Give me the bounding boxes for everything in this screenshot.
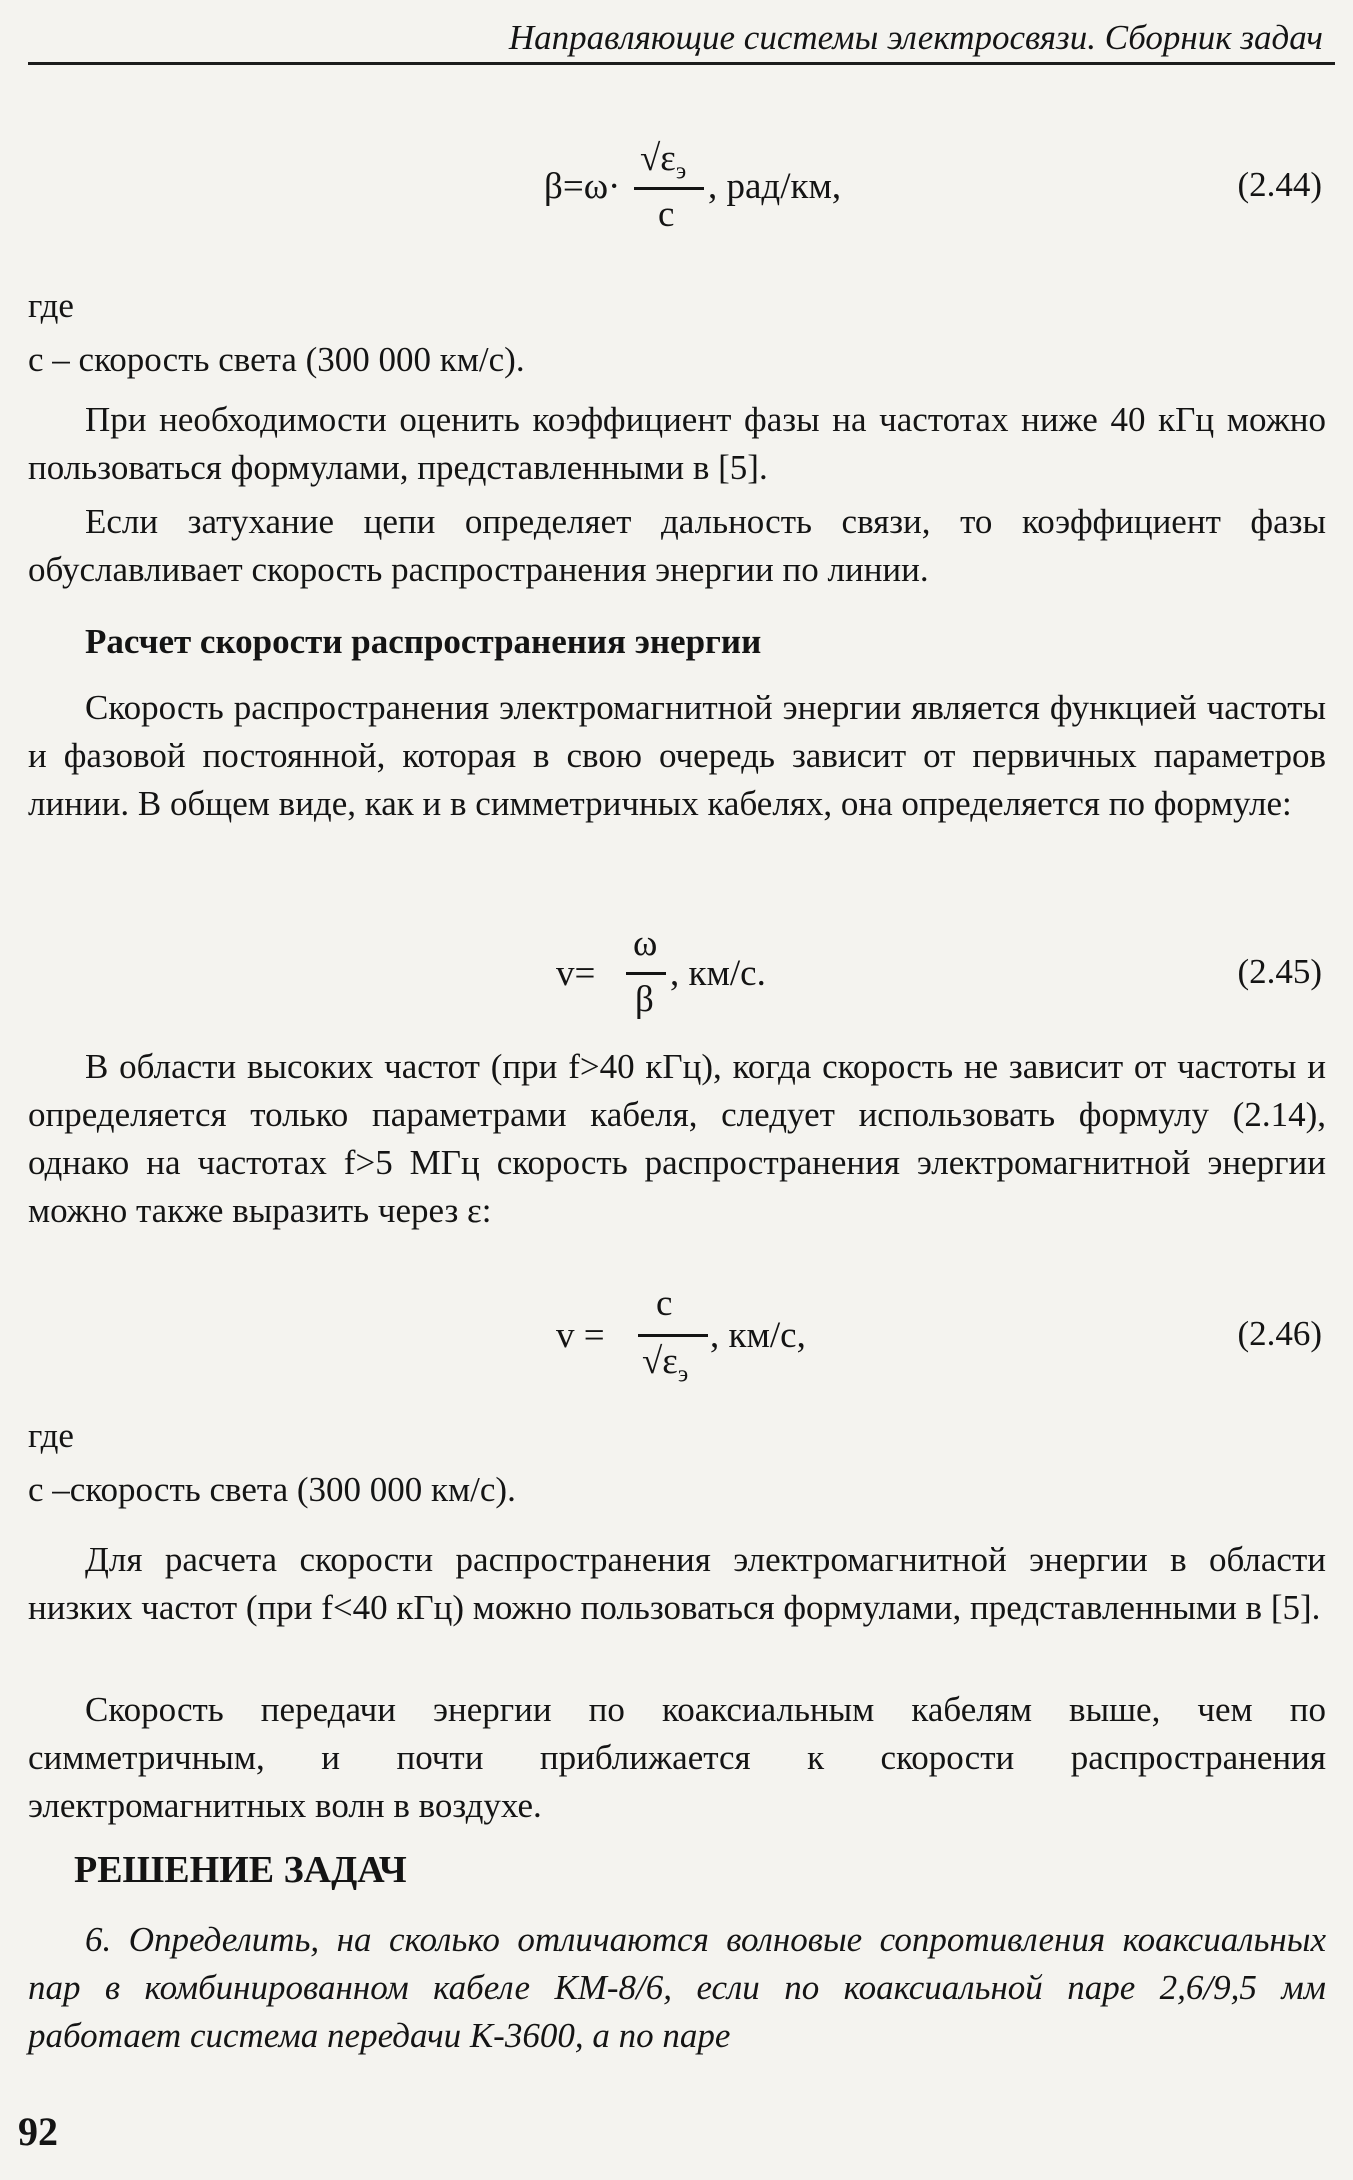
definition-c: с – скорость света (300 000 км/с).	[28, 340, 525, 379]
eq-denominator: β	[635, 979, 654, 1020]
equation-2-45	[28, 918, 1326, 1028]
eq-numerator: ω	[633, 923, 658, 964]
section-heading-solutions: РЕШЕНИЕ ЗАДАЧ	[74, 1849, 407, 1891]
paragraph: При необходимости оценить коэффициент фазы на частотах ниже 40 кГц можно пользоваться формулами, представленными в [5].	[28, 400, 1326, 487]
fraction-bar	[626, 972, 666, 976]
page-number: 92	[18, 2109, 58, 2154]
eq-lhs: v=	[556, 953, 596, 994]
eq-lhs: v =	[556, 1315, 605, 1356]
fraction-bar	[634, 187, 704, 191]
eq-unit: , рад/км,	[708, 166, 842, 207]
header-rule	[28, 62, 1335, 65]
where-label: где	[28, 1416, 74, 1455]
paragraph: Если затухание цепи определяет дальность связи, то коэффициент фазы обуславливает скорость распространения энергии по линии.	[28, 502, 1326, 589]
paragraph: В области высоких частот (при f>40 кГц), когда скорость не зависит от частоты и определяется только параметрами кабеля, следует использовать формулу (2.14), однако на частотах f>5 МГц скорость распространения электромагнитной энергии можно также выразить через ε:	[28, 1047, 1326, 1230]
equation-number: (2.45)	[1237, 952, 1322, 991]
paragraph: Для расчета скорости распространения электромагнитной энергии в области низких частот (при f<40 кГц) можно пользоваться формулами, представленными в [5].	[28, 1540, 1326, 1627]
equation-2-46	[28, 1280, 1326, 1390]
eq-denominator: c	[658, 194, 675, 235]
eq-numerator: c	[656, 1283, 673, 1324]
eq-denominator: $√\varepsilon_э$	[642, 1341, 689, 1388]
equation-2-44	[28, 135, 1326, 245]
fraction-bar	[638, 1334, 708, 1338]
eq-unit: , км/с,	[710, 1315, 806, 1356]
paragraph: Скорость распространения электромагнитной энергии является функцией частоты и фазовой постоянной, которая в свою очередь зависит от первичных параметров линии. В общем виде, как и в симметричных кабелях, она определяется по формуле:	[28, 688, 1326, 823]
definition-c: с –скорость света (300 000 км/с).	[28, 1470, 516, 1509]
equation-number: (2.44)	[1237, 165, 1322, 204]
running-title: Направляющие системы электросвязи. Сборник задач	[508, 18, 1323, 57]
eq-unit: , км/с.	[670, 953, 766, 994]
eq-numerator: $√\varepsilon_э$	[640, 138, 687, 185]
where-label: где	[28, 286, 74, 325]
equation-number: (2.46)	[1237, 1314, 1322, 1353]
paragraph: Скорость передачи энергии по коаксиальным кабелям выше, чем по симметричным, и почти приближается к скорости распространения электромагнитных волн в воздухе.	[28, 1690, 1326, 1825]
eq-lhs: β=ω·	[544, 166, 621, 207]
section-heading: Расчет скорости распространения энергии	[85, 622, 762, 661]
task-6: 6. Определить, на сколько отличаются волновые сопротивления коаксиальных пар в комбинированном кабеле КМ-8/6, если по коаксиальной паре 2,6/9,5 мм работает система передачи К-3600, а по паре	[28, 1920, 1326, 2055]
